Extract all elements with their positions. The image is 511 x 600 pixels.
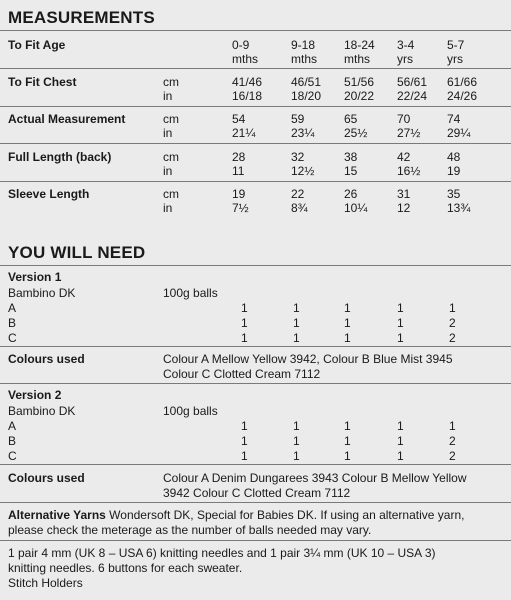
v1-colour-a: A	[8, 301, 17, 315]
age-col-3: 18-24	[344, 38, 375, 52]
v1-c-1: 1	[241, 331, 248, 345]
v2-a-4: 1	[397, 419, 404, 433]
sleeve-in-4: 12	[397, 201, 411, 215]
length-in-5: 19	[447, 164, 461, 178]
actual-label: Actual Measurement	[8, 112, 126, 126]
v2-a-2: 1	[293, 419, 300, 433]
chest-unit-cm: cm	[163, 75, 179, 89]
divider	[0, 265, 511, 266]
chest-cm-3: 51/56	[344, 75, 375, 89]
v1-a-1: 1	[241, 301, 248, 315]
chest-in-5: 24/26	[447, 89, 478, 103]
v2-b-2: 1	[293, 434, 300, 448]
sleeve-in-3: 10¼	[344, 201, 368, 215]
v1-c-2: 1	[293, 331, 300, 345]
v2-b-5: 2	[449, 434, 456, 448]
v2-a-5: 1	[449, 419, 456, 433]
actual-in-1: 21¼	[232, 126, 256, 140]
length-cm-4: 42	[397, 150, 411, 164]
length-in-2: 12½	[291, 164, 315, 178]
age-col-3-unit: mths	[344, 52, 371, 66]
v1-c-4: 1	[397, 331, 404, 345]
needles-line-1: 1 pair 4 mm (UK 8 – USA 6) knitting needles and 1 pair 3¼ mm (UK 10 – USA 3)	[8, 546, 436, 560]
length-in-3: 15	[344, 164, 358, 178]
alternative-yarns-line-2: please check the meterage as the number of balls needed may vary.	[8, 523, 372, 537]
chest-in-3: 20/22	[344, 89, 375, 103]
version-2-balls: 100g balls	[163, 404, 218, 418]
v1-a-4: 1	[397, 301, 404, 315]
actual-cm-4: 70	[397, 112, 411, 126]
sleeve-cm-2: 22	[291, 187, 305, 201]
v1-colours-label: Colours used	[8, 352, 85, 366]
v1-b-1: 1	[241, 316, 248, 330]
chest-in-4: 22/24	[397, 89, 428, 103]
chest-in-2: 18/20	[291, 89, 322, 103]
sleeve-unit-in: in	[163, 201, 173, 215]
sleeve-in-5: 13¾	[447, 201, 471, 215]
v2-c-1: 1	[241, 449, 248, 463]
v2-c-4: 1	[397, 449, 404, 463]
v2-b-4: 1	[397, 434, 404, 448]
age-col-2: 9-18	[291, 38, 316, 52]
v1-colour-b: B	[8, 316, 17, 330]
sleeve-in-2: 8¾	[291, 201, 308, 215]
length-cm-3: 38	[344, 150, 358, 164]
age-col-5-unit: yrs	[447, 52, 463, 66]
v2-a-3: 1	[344, 419, 351, 433]
divider	[0, 464, 511, 465]
length-unit-cm: cm	[163, 150, 179, 164]
alternative-yarns-label: Alternative Yarns	[8, 508, 106, 522]
age-col-1: 0-9	[232, 38, 250, 52]
v1-c-3: 1	[344, 331, 351, 345]
actual-cm-1: 54	[232, 112, 246, 126]
v2-colour-c: C	[8, 449, 17, 463]
v1-b-2: 1	[293, 316, 300, 330]
divider	[0, 68, 511, 69]
sleeve-label: Sleeve Length	[8, 187, 90, 201]
divider	[0, 540, 511, 541]
alternative-yarns-line-1: Wondersoft DK, Special for Babies DK. If using an alternative yarn,	[105, 508, 465, 522]
age-col-1-unit: mths	[232, 52, 259, 66]
age-col-2-unit: mths	[291, 52, 318, 66]
sleeve-in-1: 7½	[232, 201, 249, 215]
v1-b-3: 1	[344, 316, 351, 330]
actual-cm-2: 59	[291, 112, 305, 126]
sleeve-cm-5: 35	[447, 187, 461, 201]
v2-colour-a: A	[8, 419, 17, 433]
sleeve-cm-4: 31	[397, 187, 411, 201]
length-in-1: 11	[232, 164, 245, 178]
divider	[0, 30, 511, 31]
version-1-balls: 100g balls	[163, 286, 218, 300]
v1-colour-c: C	[8, 331, 17, 345]
length-in-4: 16½	[397, 164, 421, 178]
chest-cm-4: 56/61	[397, 75, 428, 89]
you-will-need-heading: YOU WILL NEED	[8, 243, 146, 262]
v1-b-4: 1	[397, 316, 404, 330]
divider	[0, 502, 511, 503]
age-col-4: 3-4	[397, 38, 415, 52]
chest-in-1: 16/18	[232, 89, 263, 103]
version-1-yarn: Bambino DK	[8, 286, 76, 300]
length-cm-1: 28	[232, 150, 246, 164]
v2-b-1: 1	[241, 434, 248, 448]
length-cm-2: 32	[291, 150, 305, 164]
age-col-4-unit: yrs	[397, 52, 413, 66]
actual-cm-3: 65	[344, 112, 358, 126]
v2-c-5: 2	[449, 449, 456, 463]
divider	[0, 346, 511, 347]
v2-colour-b: B	[8, 434, 17, 448]
divider	[0, 106, 511, 107]
v2-b-3: 1	[344, 434, 351, 448]
actual-cm-5: 74	[447, 112, 461, 126]
v2-colours-line-2: 3942 Colour C Clotted Cream 7112	[163, 486, 351, 500]
actual-in-3: 25½	[344, 126, 368, 140]
actual-in-5: 29¼	[447, 126, 471, 140]
v2-colours-line-1: Colour A Denim Dungarees 3943 Colour B Mellow Yellow	[163, 471, 467, 485]
v2-a-1: 1	[241, 419, 248, 433]
v1-a-3: 1	[344, 301, 351, 315]
length-cm-5: 48	[447, 150, 461, 164]
version-2-title: Version 2	[8, 388, 62, 402]
sleeve-unit-cm: cm	[163, 187, 179, 201]
divider	[0, 143, 511, 144]
chest-cm-5: 61/66	[447, 75, 478, 89]
v1-colours-line-1: Colour A Mellow Yellow 3942, Colour B Blue Mist 3945	[163, 352, 453, 366]
alternative-yarns	[8, 508, 464, 522]
v2-colours-label: Colours used	[8, 471, 85, 485]
divider	[0, 383, 511, 384]
divider	[0, 181, 511, 182]
v1-a-2: 1	[293, 301, 300, 315]
version-1-title: Version 1	[8, 270, 62, 284]
length-label: Full Length (back)	[8, 150, 112, 164]
sleeve-cm-1: 19	[232, 187, 246, 201]
v1-colours-line-2: Colour C Clotted Cream 7112	[163, 367, 321, 381]
chest-cm-2: 46/51	[291, 75, 322, 89]
age-col-5: 5-7	[447, 38, 465, 52]
actual-in-2: 23¼	[291, 126, 315, 140]
stitch-holders: Stitch Holders	[8, 576, 83, 590]
measurements-heading: MEASUREMENTS	[8, 8, 155, 27]
actual-in-4: 27½	[397, 126, 421, 140]
chest-unit-in: in	[163, 89, 173, 103]
needles-line-2: knitting needles. 6 buttons for each sweater.	[8, 561, 243, 575]
v1-b-5: 2	[449, 316, 456, 330]
age-label: To Fit Age	[8, 38, 66, 52]
chest-label: To Fit Chest	[8, 75, 77, 89]
sleeve-cm-3: 26	[344, 187, 358, 201]
v2-c-3: 1	[344, 449, 351, 463]
chest-cm-1: 41/46	[232, 75, 263, 89]
version-2-yarn: Bambino DK	[8, 404, 76, 418]
actual-unit-cm: cm	[163, 112, 179, 126]
length-unit-in: in	[163, 164, 173, 178]
actual-unit-in: in	[163, 126, 173, 140]
v1-a-5: 1	[449, 301, 456, 315]
v1-c-5: 2	[449, 331, 456, 345]
v2-c-2: 1	[293, 449, 300, 463]
